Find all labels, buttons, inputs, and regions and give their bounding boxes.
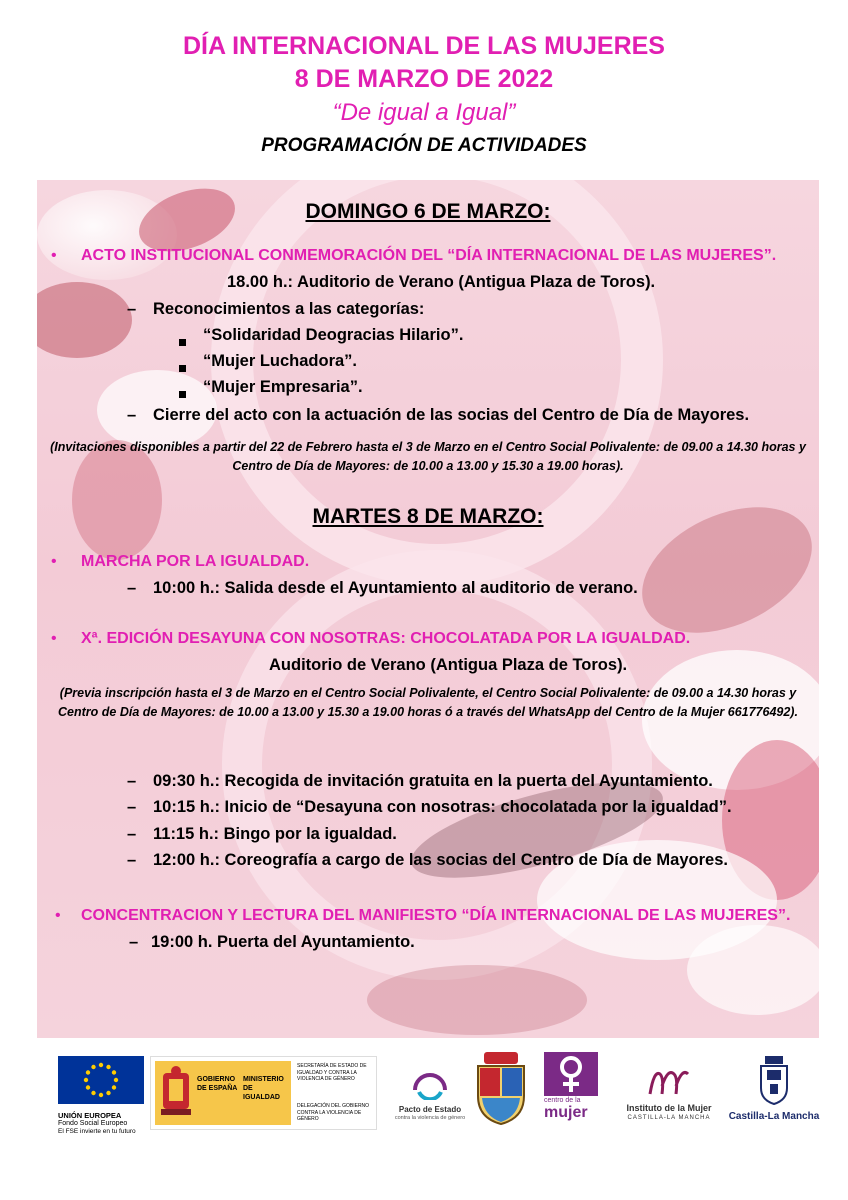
eu-star-icon <box>86 1070 90 1074</box>
section-title-martes: MARTES 8 DE MARZO: <box>312 505 544 528</box>
concentracion-item: 19:00 h. Puerta del Ayuntamiento. <box>151 933 415 951</box>
dash-icon: – <box>127 772 137 790</box>
square-bullet-icon <box>179 333 186 351</box>
eu-star-icon <box>106 1065 110 1069</box>
invitation-note: (Invitaciones disponibles a partir del 22 de Febrero hasta el 3 de Marzo en el Centro Social Polivalente: de 09.00 a 14.30 horas y Centro de Día de Mayores: de 10.00 a 13.00 y 15.30 a 19.00 horas). <box>50 440 806 473</box>
instituto-title: Instituto de la Mujer <box>626 1103 712 1113</box>
eu-flag-icon <box>58 1056 144 1104</box>
schedule-item: 09:30 h.: Recogida de invitación gratuita en la puerta del Ayuntamiento. <box>153 772 713 790</box>
program-content <box>37 180 819 1038</box>
schedule-item: 12:00 h.: Coreografía a cargo de las socias del Centro de Día de Mayores. <box>153 851 728 869</box>
schedule-item: 10:15 h.: Inicio de “Desayuna con nosotras: chocolatada por la igualdad”. <box>153 798 732 816</box>
mujer-label: mujer <box>544 1104 588 1121</box>
municipal-crest-icon <box>470 1050 532 1130</box>
bullet-icon: • <box>51 553 57 570</box>
eu-star-icon <box>86 1085 90 1089</box>
category-item: “Solidaridad Deogracias Hilario”. <box>203 326 464 344</box>
eu-star-icon <box>112 1085 116 1089</box>
eu-star-icon <box>84 1078 88 1082</box>
pacto-subtitle: contra la violencia de género <box>394 1115 466 1121</box>
section-title-domingo: DOMINGO 6 DE MARZO: <box>305 200 551 223</box>
eu-star-icon <box>91 1065 95 1069</box>
bullet-icon: • <box>55 907 61 924</box>
eu-star-icon <box>99 1063 103 1067</box>
program-heading: PROGRAMACIÓN DE ACTIVIDADES <box>261 135 587 156</box>
eu-fund: Fondo Social Europeo <box>58 1120 128 1127</box>
pacto-logo <box>392 1066 468 1122</box>
centro-mujer-logo <box>544 1052 602 1126</box>
bullet-icon: • <box>51 630 57 647</box>
eu-star-icon <box>114 1078 118 1082</box>
eu-star-icon <box>112 1070 116 1074</box>
gobierno-label: GOBIERNO DE ESPAÑA <box>197 1076 238 1092</box>
dash-icon: – <box>127 851 137 869</box>
dash-icon: – <box>127 406 137 424</box>
event-marcha: MARCHA POR LA IGUALDAD. <box>81 553 310 570</box>
desayuna-place: Auditorio de Verano (Antigua Plaza de Toros). <box>269 656 628 674</box>
marcha-item: 10:00 h.: Salida desde el Ayuntamiento al auditorio de verano. <box>153 579 638 597</box>
closing-item: Cierre del acto con la actuación de las socias del Centro de Día de Mayores. <box>153 406 750 424</box>
sponsor-logos <box>0 1048 848 1138</box>
instituto-m-icon <box>644 1062 694 1098</box>
title-line: DÍA INTERNACIONAL DE LAS MUJERES <box>183 32 665 60</box>
secretaria-label: SECRETARÍA DE ESTADO DE IGUALDAD Y CONTRA LA VIOLENCIA DE GÉNERO <box>297 1063 367 1082</box>
eu-star-icon <box>99 1093 103 1097</box>
square-bullet-icon <box>179 385 186 403</box>
slogan: “De igual a Igual” <box>332 99 516 126</box>
pacto-title: Pacto de Estado <box>398 1105 462 1114</box>
recognitions-label: Reconocimientos a las categorías: <box>153 300 425 318</box>
gobierno-logo <box>150 1056 377 1130</box>
eu-name: UNIÓN EUROPEA <box>58 1111 122 1120</box>
dash-icon: – <box>127 579 137 597</box>
dash-icon: – <box>127 798 137 816</box>
ayuntamiento-logo <box>470 1050 532 1132</box>
pacto-circle-icon <box>407 1066 453 1100</box>
eu-slogan: El FSE invierte en tu futuro <box>58 1128 136 1135</box>
event-desayuna: Xª. EDICIÓN DESAYUNA CON NOSOTRAS: CHOCOLATADA POR LA IGUALDAD. <box>81 630 691 647</box>
event-acto-institucional: ACTO INSTITUCIONAL CONMEMORACIÓN DEL “DÍA INTERNACIONAL DE LAS MUJERES”. <box>81 247 777 264</box>
category-item: “Mujer Luchadora”. <box>203 352 358 370</box>
clm-crest-icon <box>757 1054 791 1106</box>
schedule-item: 11:15 h.: Bingo por la igualdad. <box>153 825 397 843</box>
instituto-region: CASTILLA-LA MANCHA <box>627 1115 711 1121</box>
eu-star-icon <box>106 1091 110 1095</box>
date-line: 8 DE MARZO DE 2022 <box>294 65 554 93</box>
category-item: “Mujer Empresaria”. <box>203 378 363 396</box>
event-concentracion: CONCENTRACION Y LECTURA DEL MANIFIESTO “DÍA INTERNACIONAL DE LAS MUJERES”. <box>81 907 791 924</box>
ministerio-label: MINISTERIO DE IGUALDAD <box>243 1076 284 1101</box>
bullet-icon: • <box>51 247 57 264</box>
square-bullet-icon <box>179 359 186 377</box>
centro-label: centro de la <box>544 1097 581 1104</box>
venus-symbol-icon <box>544 1052 598 1096</box>
dash-icon: – <box>127 300 137 318</box>
desayuna-note: (Previa inscripción hasta el 3 de Marzo en el Centro Social Polivalente, el Centro Social Polivalente: de 09.00 a 14.30 horas y Centro de Día de Mayores: de 10.00 a 13.00 y 15.30 a 19.00 horas ó a través del WhatsApp del Centro de la Mujer 661776492). <box>58 686 798 719</box>
clm-logo <box>728 1054 820 1123</box>
dash-icon: – <box>127 825 137 843</box>
dash-icon: – <box>129 933 139 951</box>
instituto-mujer-logo <box>614 1062 724 1122</box>
coat-of-arms-icon <box>159 1065 193 1121</box>
delegacion-label: DELEGACIÓN DEL GOBIERNO CONTRA LA VIOLENCIA DE GÉNERO <box>297 1103 370 1122</box>
page-header <box>0 30 848 162</box>
event-place: 18.00 h.: Auditorio de Verano (Antigua Plaza de Toros). <box>227 273 656 291</box>
eu-logo <box>58 1056 146 1136</box>
clm-label: Castilla-La Mancha <box>728 1111 820 1122</box>
eu-star-icon <box>91 1091 95 1095</box>
